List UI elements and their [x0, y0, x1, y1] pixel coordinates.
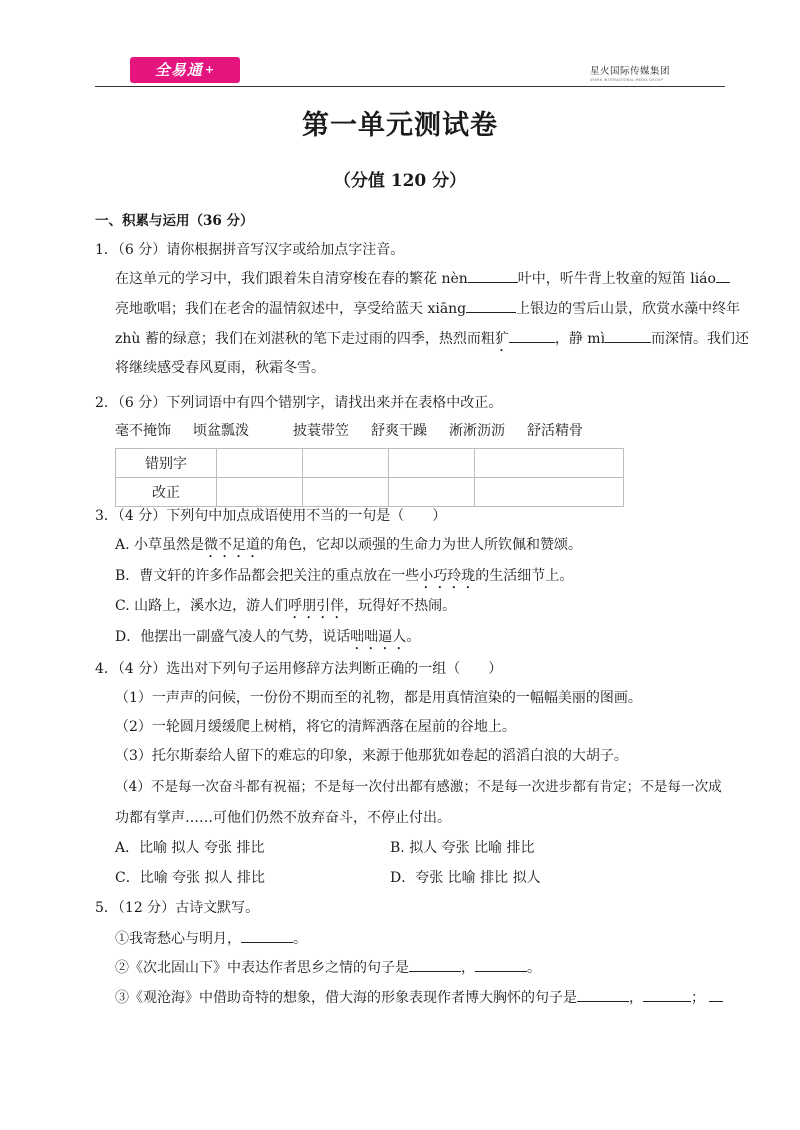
question-5-prompt: 5．（12 分）古诗文默写。 [95, 900, 260, 916]
option-a [115, 535, 582, 561]
table-row-header: 错别字 [116, 449, 217, 478]
publisher-name-en: SPARK INTERNATIONAL MEDIA GROUP [590, 78, 663, 82]
text-segment: 上银边的雪后山景，欣赏水藻中终年 [516, 301, 741, 317]
correction-table [115, 448, 624, 507]
text-segment: 的生活细节上。 [475, 568, 574, 584]
publisher-block [590, 63, 730, 82]
question-1-line-3 [115, 328, 749, 355]
answer-blank[interactable] [509, 328, 555, 343]
sentence-4-line-2: 功都有掌声……可他们仍然不放弃奋斗，不停止付出。 [115, 810, 451, 826]
header-divider [95, 86, 725, 87]
sentence-1: （1）一声声的问候，一份份不期而至的礼物，都是用真情渲染的一幅幅美丽的图画。 [115, 690, 642, 706]
answer-blank[interactable] [605, 328, 651, 343]
dotted-idiom: 呼朋引伴 [288, 598, 345, 614]
brand-logo [130, 57, 240, 83]
dotted-character: 犷 [494, 331, 509, 347]
text-segment: ③《观沧海》中借助奇特的想象，借大海的形象表现作者博大胸怀的句子是 [115, 990, 577, 1006]
table-cell[interactable] [303, 478, 389, 507]
answer-blank[interactable] [241, 928, 293, 943]
text-segment: ①我寄愁心与明月， [115, 931, 241, 947]
text-segment: 在这单元的学习中，我们跟着朱自清穿梭在春的繁花 nèn [115, 271, 468, 287]
text-segment: ， [461, 960, 475, 976]
word-item: 舒活精骨 [527, 423, 583, 439]
table-cell[interactable] [303, 449, 389, 478]
answer-blank[interactable] [709, 987, 723, 1002]
text-segment: ②《次北固山下》中表达作者思乡之情的句子是 [115, 960, 409, 976]
table-row [116, 478, 624, 507]
text-segment: B．曹文轩的许多作品都会把关注的重点放在一些 [115, 568, 420, 584]
text-segment: 。 [293, 931, 307, 947]
dotted-idiom: 咄咄逼人 [350, 629, 407, 645]
word-item: 淅淅沥沥 [449, 423, 505, 439]
choice-d: D．夸张 比喻 排比 拟人 [390, 870, 541, 886]
option-d [115, 627, 420, 653]
question-2-word-list [115, 421, 583, 441]
answer-blank[interactable] [409, 957, 461, 972]
word-item: 舒爽干躁 [371, 423, 427, 439]
sentence-3: （3）托尔斯泰给人留下的难忘的印象，来源于他那犹如卷起的滔滔白浪的大胡子。 [115, 748, 628, 764]
section-heading: 一、积累与运用（36 分） [95, 213, 254, 229]
text-segment: 而深情。我们还 [651, 331, 750, 347]
table-row-header: 改正 [116, 478, 217, 507]
table-cell[interactable] [475, 478, 624, 507]
table-cell[interactable] [389, 478, 475, 507]
poem-item-1 [115, 928, 307, 949]
text-segment: ，静 mì [554, 331, 606, 347]
word-item: 顷盆瓢泼 [193, 423, 249, 439]
answer-blank[interactable] [643, 987, 691, 1002]
text-segment: 。 [527, 960, 541, 976]
text-segment: 。 [406, 629, 421, 645]
table-cell[interactable] [217, 449, 303, 478]
question-1-line-4: 将继续感受春风夏雨，秋霜冬雪。 [115, 360, 325, 376]
publisher-name: 星火国际传媒集团 [590, 66, 671, 77]
table-cell[interactable] [217, 478, 303, 507]
question-3-prompt: 3．（4 分）下列句中加点成语使用不当的一句是（ ） [95, 508, 447, 524]
option-b [115, 566, 573, 592]
option-c [115, 596, 456, 622]
table-row [116, 449, 624, 478]
sentence-4-line-1: （4）不是每一次奋斗都有祝福；不是每一次付出都有感激；不是每一次进步都有肯定；不是每一次成 [115, 779, 722, 795]
text-segment: C. 山路上，溪水边，游人们 [115, 598, 289, 614]
choice-c: C．比喻 夸张 拟人 排比 [115, 870, 266, 886]
answer-blank[interactable] [716, 268, 730, 283]
text-segment: zhù 蓄的绿意；我们在刘湛秋的笔下走过雨的四季，热烈而粗 [115, 331, 495, 347]
choice-b: B. 拟人 夸张 比喻 排比 [390, 840, 535, 856]
text-segment: ， [629, 990, 643, 1006]
page-title: 第一单元测试卷 [302, 110, 498, 141]
sentence-2: （2）一轮圆月缓缓爬上树梢，将它的清辉洒落在屋前的谷地上。 [115, 719, 516, 735]
text-segment: D．他摆出一副盛气凌人的气势，说话 [115, 629, 351, 645]
text-segment: ，玩得好不热闹。 [344, 598, 457, 614]
brand-logo-plus: + [204, 63, 216, 76]
word-item: 披蓑带笠 [293, 423, 349, 439]
dotted-idiom: 小巧玲珑 [419, 568, 476, 584]
text-segment: 亮地歌唱；我们在老舍的温情叙述中，享受给蓝天 xiāng [115, 301, 467, 317]
question-2-prompt: 2．（6 分）下列词语中有四个错别字，请找出来并在表格中改正。 [95, 395, 503, 411]
answer-blank[interactable] [577, 987, 629, 1002]
question-1-line-2 [115, 298, 740, 319]
question-1-line-1 [115, 268, 730, 289]
text-segment: A. 小草虽然是 [115, 537, 205, 553]
question-1-prompt: 1．（6 分）请你根据拼音写汉字或给加点字注音。 [95, 242, 405, 258]
question-4-prompt: 4．（4 分）选出对下列句子运用修辞方法判断正确的一组（ ） [95, 661, 503, 677]
answer-blank[interactable] [466, 298, 516, 313]
table-cell[interactable] [475, 449, 624, 478]
poem-item-3 [115, 987, 723, 1008]
dotted-idiom: 微不足道 [204, 537, 261, 553]
choice-a: A．比喻 拟人 夸张 排比 [115, 840, 265, 856]
text-segment: 叶中，听牛背上牧童的短笛 liáo [517, 271, 716, 287]
text-segment: ； [691, 990, 705, 1006]
answer-blank[interactable] [468, 268, 518, 283]
page-subtitle: （分值 120 分） [333, 171, 467, 191]
word-item: 毫不掩饰 [115, 423, 171, 439]
poem-item-2 [115, 957, 541, 978]
answer-blank[interactable] [475, 957, 527, 972]
text-segment: 的角色，它却以顽强的生命力为世人所钦佩和赞颂。 [260, 537, 583, 553]
brand-logo-text: 全易通 [154, 61, 203, 79]
table-cell[interactable] [389, 449, 475, 478]
